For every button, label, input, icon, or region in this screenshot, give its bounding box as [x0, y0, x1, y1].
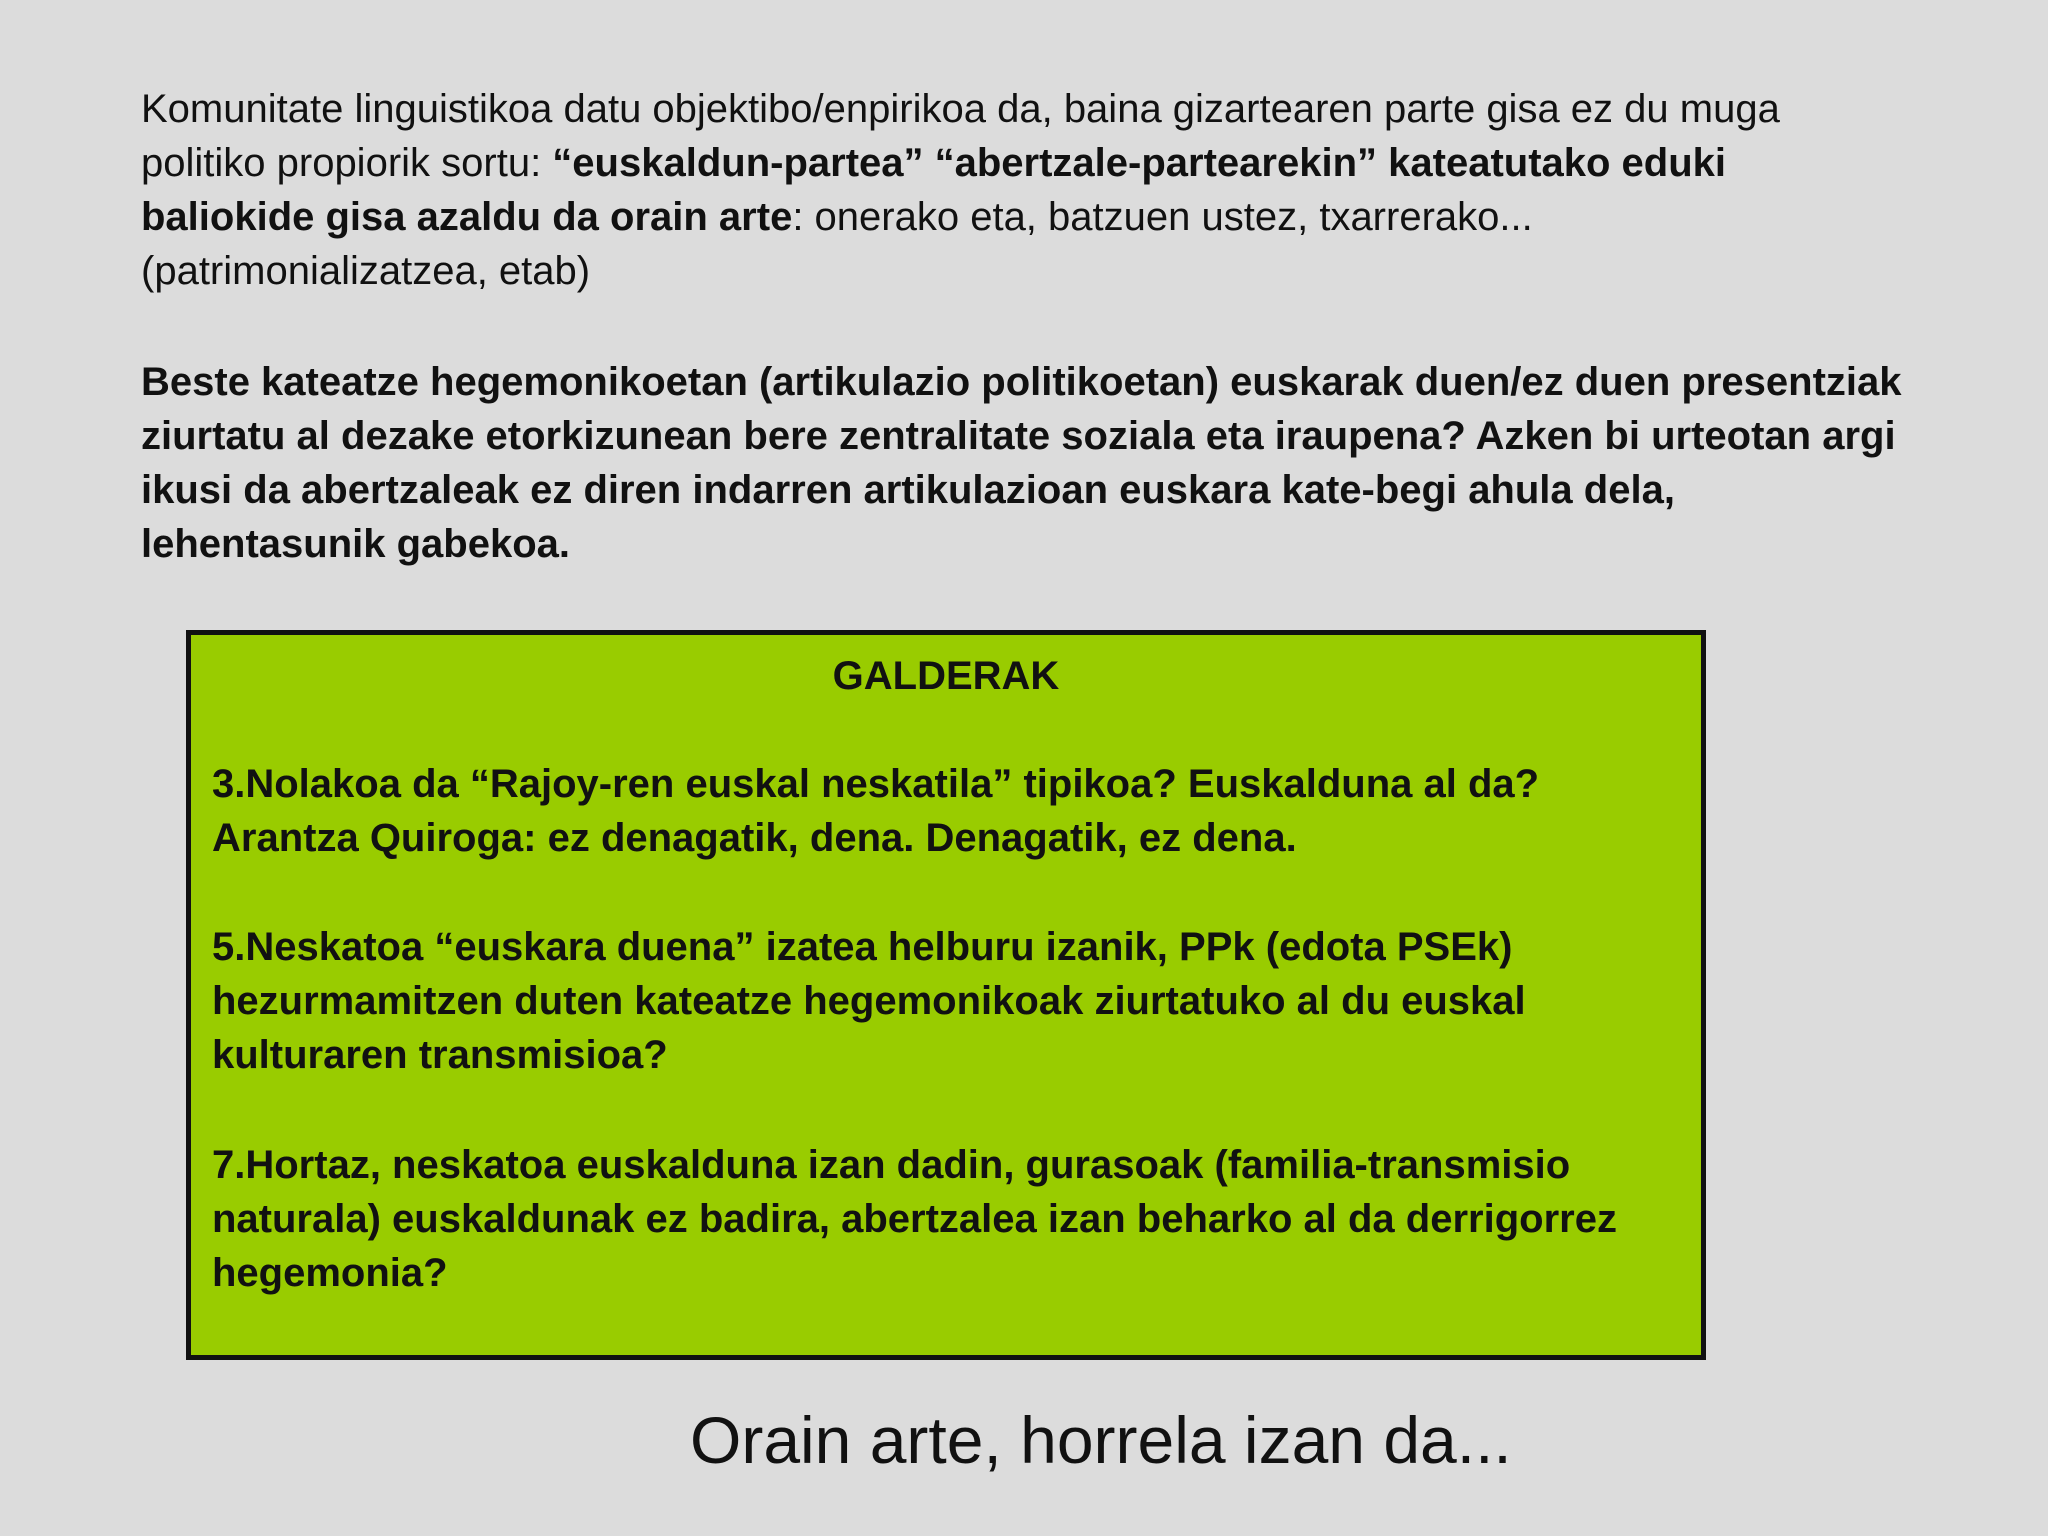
intro-paragraph	[141, 82, 1841, 298]
question-item-5: 5.Neskatoa “euskara duena” izatea helburu izanik, PPk (edota PSEk) hezurmamitzen duten kateatze hegemonikoak ziurtatuko al du euskal kulturaren transmisioa?	[212, 925, 1526, 1077]
question-item-7: 7.Hortaz, neskatoa euskalduna izan dadin, gurasoak (familia-transmisio naturala) euskaldunak ez badira, abertzalea izan beharko al da derrigorrez hegemonia?	[212, 1143, 1617, 1295]
footer-text: Orain arte, horrela izan da...	[690, 1403, 1512, 1477]
questions-box-title: GALDERAK	[832, 654, 1060, 698]
question-item-3: 3.Nolakoa da “Rajoy-ren euskal neskatila” tipikoa? Euskalduna al da? Arantza Quiroga: ez denagatik, dena. Denagatik, ez dena.	[212, 762, 1540, 860]
questions-box	[186, 630, 1706, 1360]
question-paragraph: Beste kateatze hegemonikoetan (artikulazio politikoetan) euskarak duen/ez duen presentziak ziurtatu al dezake etorkizunean bere zentralitate soziala eta iraupena? Azken bi urteotan argi ikusi da abertzaleak ez diren indarren artikulazioan euskara kate-begi ahula dela, lehentasunik gabekoa.	[141, 360, 1902, 566]
intro-text-end: : onerako eta, batzuen ustez, txarrerako... (patrimonializatzea, etab)	[141, 195, 1533, 293]
intro-text-start: Komunitate linguistikoa datu objektibo/enpirikoa da, baina gizartearen parte gisa ez du muga politiko propiorik sortu:	[141, 87, 1780, 185]
intro-text-bold: “euskaldun-partea” “abertzale-partearekin” kateatutako eduki baliokide gisa azaldu da orain arte	[141, 141, 1727, 239]
